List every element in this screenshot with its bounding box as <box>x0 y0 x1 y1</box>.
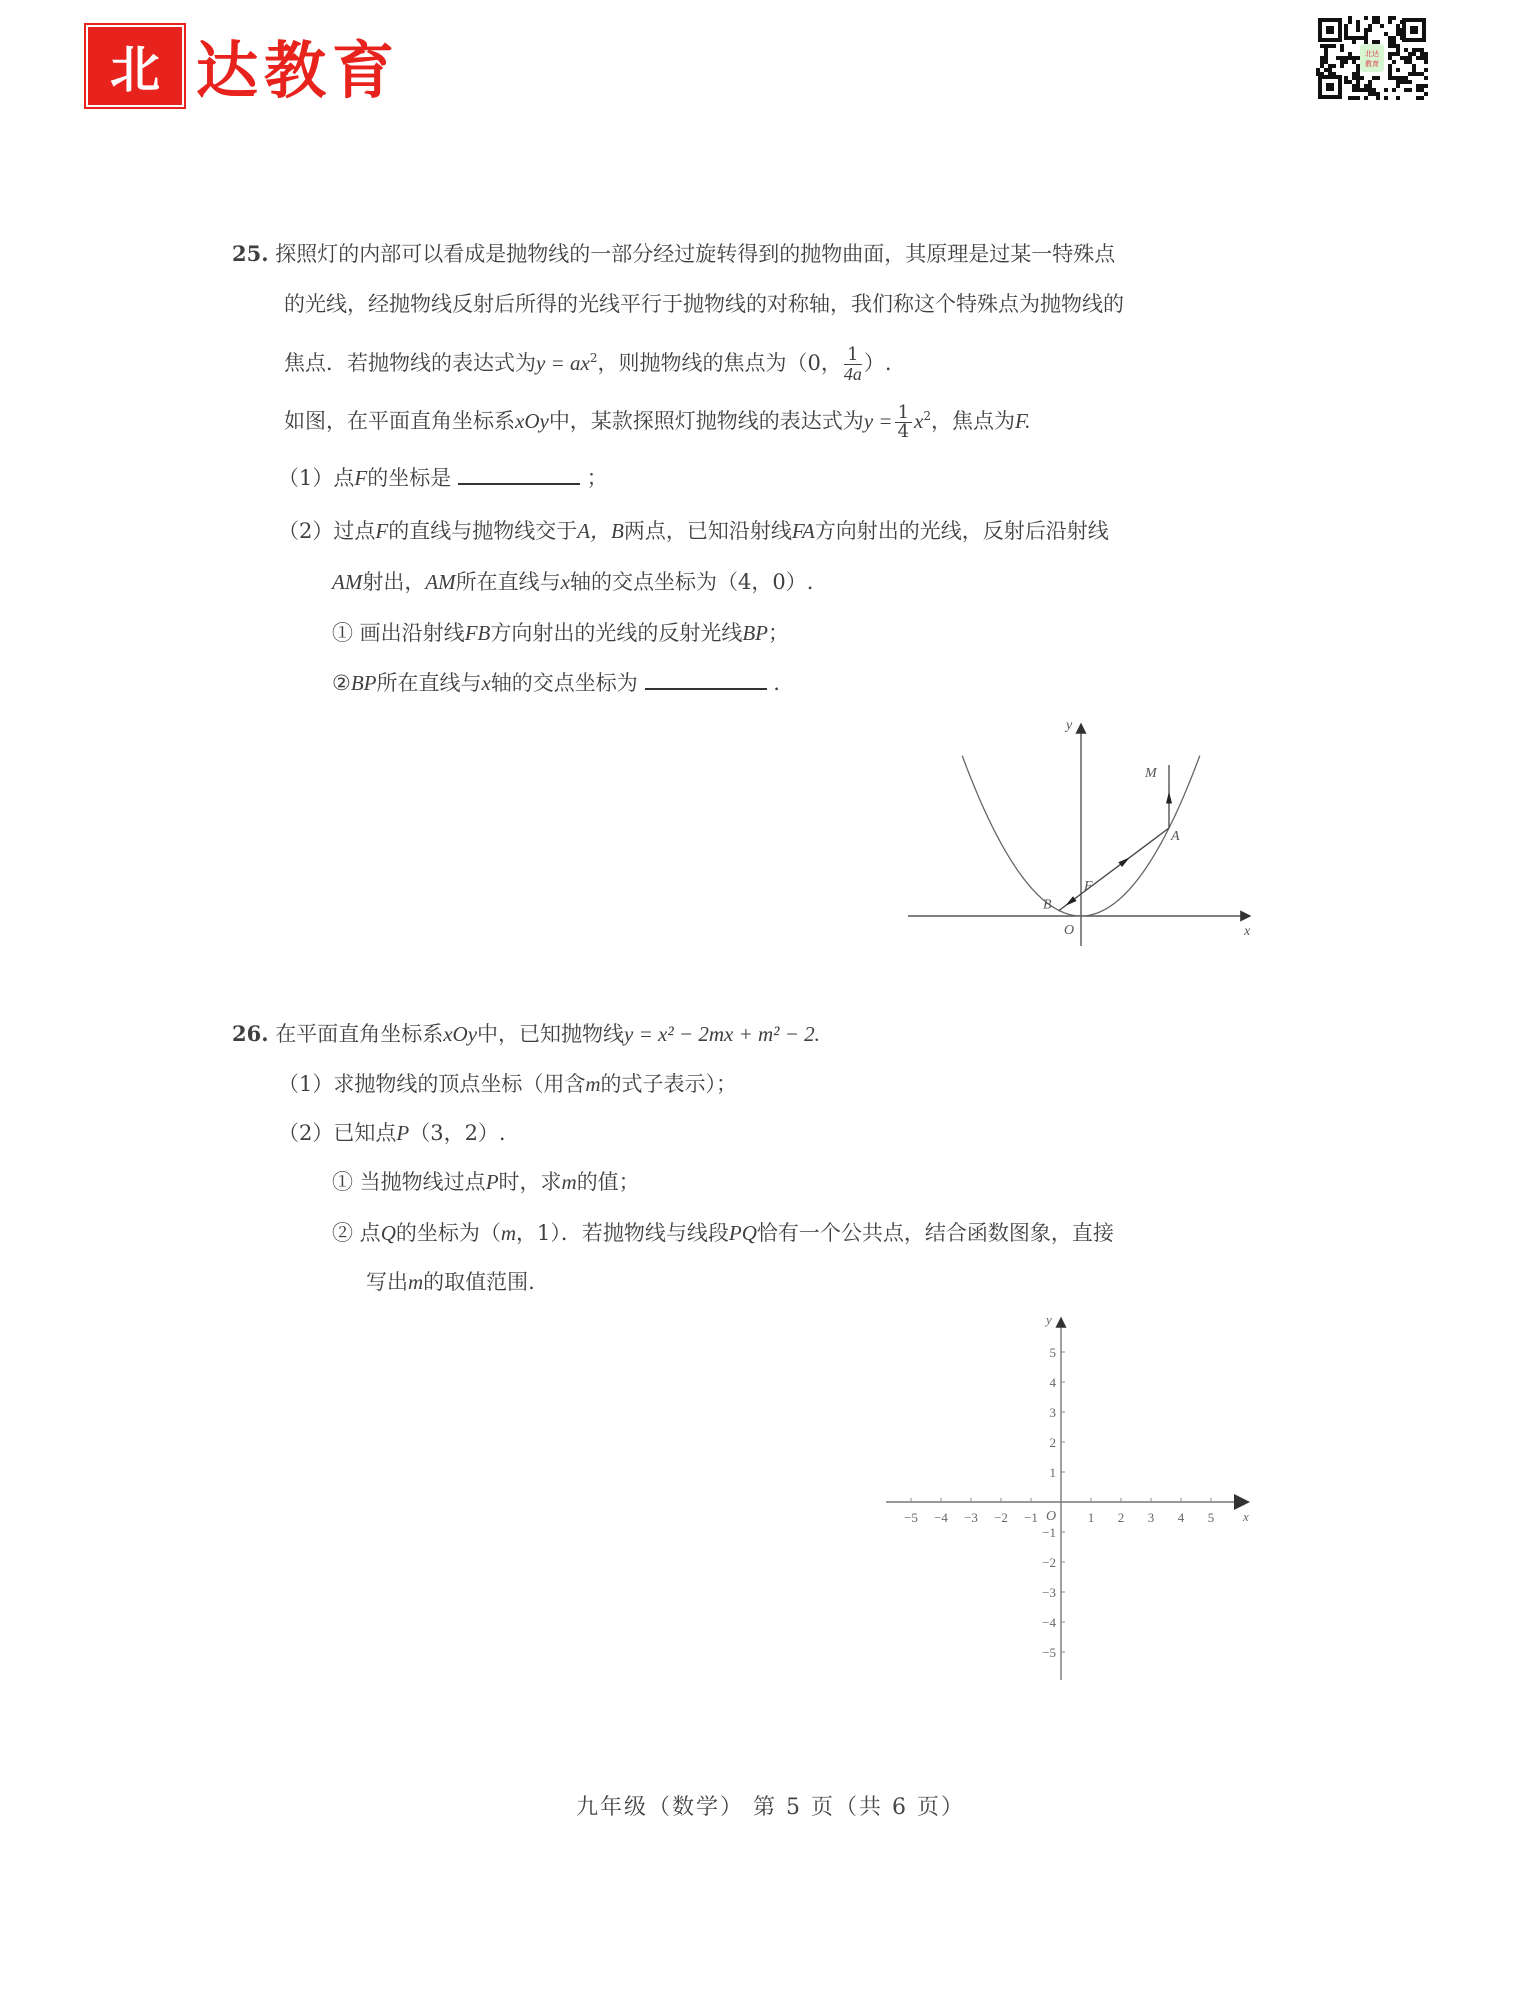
qr-module <box>1356 20 1360 24</box>
text: （2）过点 <box>278 519 376 543</box>
qr-module <box>1412 64 1416 68</box>
qr-module <box>1376 40 1380 44</box>
label-y: y <box>1066 718 1073 733</box>
x-tick-label: 3 <box>1147 1510 1155 1525</box>
text: 所在直线与 <box>455 570 561 594</box>
qr-module <box>1420 96 1424 100</box>
qr-module <box>1320 56 1324 60</box>
qr-module <box>1392 40 1396 44</box>
qr-module <box>1372 16 1376 20</box>
qr-module <box>1352 72 1356 76</box>
qr-module <box>1372 92 1376 96</box>
qr-module <box>1352 60 1356 64</box>
x-tick-label: −2 <box>994 1510 1008 1525</box>
qr-module <box>1328 64 1332 68</box>
q26-sub2-line2 <box>366 1268 535 1296</box>
qr-module <box>1404 60 1408 64</box>
qr-module <box>1376 76 1380 80</box>
qr-module <box>1408 60 1412 64</box>
qr-module <box>1364 16 1368 20</box>
q25-part1-F: F <box>354 466 368 490</box>
qr-module <box>1352 96 1356 100</box>
qr-module <box>1368 84 1372 88</box>
qr-module <box>1340 48 1344 52</box>
q25-line3: 焦点．若抛物线的表达式为$y = ax^2$，则抛物线的焦点为（0， $\frac{1}{4a}$ ）. <box>284 344 892 384</box>
q25-part1-end: ； <box>586 466 608 490</box>
q25-text-3b: ，则抛物线的焦点为（0， <box>597 351 842 375</box>
label-A: A <box>1171 829 1180 844</box>
text: 的值； <box>576 1170 640 1194</box>
q25-text-3c: ）. <box>863 351 892 375</box>
qr-module <box>1404 88 1408 92</box>
qr-module <box>1388 56 1392 60</box>
qr-module <box>1320 44 1324 48</box>
qr-module <box>1356 64 1360 68</box>
qr-module <box>1356 36 1360 40</box>
qr-module <box>1388 40 1392 44</box>
qr-code <box>1316 16 1428 101</box>
qr-module <box>1396 76 1400 80</box>
x-tick-label: −3 <box>964 1510 978 1525</box>
qr-module <box>1404 56 1408 60</box>
q25-part1-text-b: 的坐标是 <box>367 466 452 490</box>
x-tick-label: −1 <box>1024 1510 1038 1525</box>
qr-module <box>1364 36 1368 40</box>
text: 恰有一个公共点，结合函数图象，直接 <box>756 1221 1114 1245</box>
qr-module <box>1344 80 1348 84</box>
qr-module <box>1416 48 1420 52</box>
text: （2）已知点 <box>278 1121 397 1145</box>
text: 的取值范围. <box>423 1270 535 1294</box>
q25-text-4b: 中，某款探照灯抛物线的表达式为 <box>548 409 864 433</box>
qr-module <box>1412 52 1416 56</box>
qr-module <box>1356 76 1360 80</box>
x-tick-label: 1 <box>1087 1510 1095 1525</box>
q25-text-4a: 如图，在平面直角坐标系 <box>284 409 515 433</box>
label-M: M <box>1145 766 1157 781</box>
qr-code-image <box>1316 16 1428 101</box>
qr-module <box>1372 40 1376 44</box>
qr-module <box>1412 48 1416 52</box>
var-P: P <box>485 1170 499 1194</box>
qr-module <box>1324 52 1328 56</box>
qr-module <box>1408 88 1412 92</box>
qr-module <box>1392 52 1396 56</box>
var-FB: FB <box>464 621 491 645</box>
qr-module <box>1344 60 1348 64</box>
var-F: F <box>375 519 389 543</box>
qr-module <box>1416 96 1420 100</box>
qr-module <box>1424 68 1428 72</box>
qr-module <box>1356 72 1360 76</box>
qr-module <box>1364 28 1368 32</box>
y-tick-label: −4 <box>1042 1615 1056 1630</box>
qr-module <box>1416 72 1420 76</box>
text: 方向射出的光线，反射后沿射线 <box>814 519 1109 543</box>
qr-module <box>1324 68 1328 72</box>
line-BA <box>1059 828 1169 911</box>
qr-module <box>1412 68 1416 72</box>
qr-module <box>1348 52 1352 56</box>
q26-part1 <box>278 1070 737 1098</box>
qr-module <box>1360 76 1364 80</box>
arrow-FA-direction <box>1118 857 1129 867</box>
qr-module <box>1316 68 1320 72</box>
qr-module <box>1348 16 1352 20</box>
q25-line1 <box>232 240 1115 268</box>
qr-module <box>1364 40 1368 44</box>
q25-coord-system: xOy <box>515 409 549 433</box>
qr-module <box>1396 44 1400 48</box>
y-tick-label: −1 <box>1042 1525 1056 1540</box>
text: 两点，已知沿射线 <box>623 519 792 543</box>
q26-sub2 <box>332 1219 1114 1247</box>
y-tick-label: −5 <box>1042 1645 1056 1660</box>
qr-module <box>1404 76 1408 80</box>
qr-module <box>1392 60 1396 64</box>
qr-module <box>1340 64 1344 68</box>
text: 轴的交点坐标为（4，0）. <box>569 570 814 594</box>
q25-focus-fraction <box>844 346 862 383</box>
qr-module <box>1372 20 1376 24</box>
x-tick-label: −5 <box>904 1510 918 1525</box>
text: 的直线与抛物线交于 <box>388 519 578 543</box>
qr-module <box>1388 16 1392 20</box>
qr-module <box>1388 68 1392 72</box>
qr-module <box>1332 64 1336 68</box>
q26-parabola-formula: y = x² − 2mx + m² − 2. <box>624 1022 820 1046</box>
qr-module <box>1420 52 1424 56</box>
y-tick-label: 1 <box>1049 1465 1056 1480</box>
text: 中，已知抛物线 <box>477 1022 625 1046</box>
frac-denominator: 4 <box>897 421 910 442</box>
y-tick-label: 3 <box>1049 1405 1056 1420</box>
q25-part2-line1 <box>278 517 1109 545</box>
qr-module <box>1376 16 1380 20</box>
qr-module <box>1344 56 1348 60</box>
arrow-AM-direction <box>1166 792 1172 804</box>
label-x: x <box>1244 924 1251 939</box>
qr-module <box>1356 24 1360 28</box>
qr-module <box>1396 80 1400 84</box>
text: 的式子表示）； <box>600 1072 738 1096</box>
qr-module <box>1368 92 1372 96</box>
var-m: m <box>585 1072 601 1096</box>
qr-module <box>1364 88 1368 92</box>
qr-module <box>1396 84 1400 88</box>
q26-coord-system: xOy <box>443 1022 478 1046</box>
frac-numerator: 1 <box>844 346 861 365</box>
qr-module <box>1324 56 1328 60</box>
qr-module <box>1352 76 1356 80</box>
qr-module <box>1384 88 1388 92</box>
x-tick-label: 2 <box>1117 1510 1125 1525</box>
qr-module <box>1400 80 1404 84</box>
label-B: B <box>1043 897 1052 913</box>
qr-center-text-1: 北达 <box>1365 50 1379 58</box>
qr-module <box>1408 56 1412 60</box>
q25-focus-label: F. <box>1014 409 1031 433</box>
qr-module <box>1384 96 1388 100</box>
answer-blank-2[interactable] <box>645 670 767 690</box>
qr-module <box>1396 68 1400 72</box>
qr-module <box>1396 28 1400 32</box>
qr-module <box>1356 96 1360 100</box>
qr-module <box>1352 88 1356 92</box>
label-F: F <box>1084 879 1093 894</box>
qr-module <box>1344 32 1348 36</box>
qr-module <box>1324 44 1328 48</box>
q25-part1-text-a: （1）点 <box>278 466 355 490</box>
y-tick-label: −3 <box>1042 1585 1056 1600</box>
qr-module <box>1364 84 1368 88</box>
figure-26-coordinate-grid <box>880 1310 1260 1690</box>
qr-module <box>1392 16 1396 20</box>
qr-module <box>1420 72 1424 76</box>
var-m: m <box>408 1270 424 1294</box>
label-y: y <box>1046 1312 1052 1327</box>
qr-module <box>1376 96 1380 100</box>
text: ② 点 <box>332 1221 381 1245</box>
qr-module <box>1340 56 1344 60</box>
q26-line1 <box>232 1020 820 1048</box>
y-tick-label: 5 <box>1049 1345 1056 1360</box>
text: （3，2）. <box>409 1121 506 1145</box>
qr-module <box>1336 56 1340 60</box>
qr-module <box>1424 56 1428 60</box>
qr-module <box>1388 44 1392 48</box>
text: 在平面直角坐标系 <box>275 1022 444 1046</box>
qr-module <box>1388 52 1392 56</box>
qr-module <box>1328 68 1332 72</box>
qr-module <box>1340 60 1344 64</box>
qr-module <box>1348 56 1352 60</box>
text: 时，求 <box>498 1170 562 1194</box>
qr-module <box>1384 32 1388 36</box>
logo-text: 达教育 <box>196 34 401 107</box>
var-P: P <box>396 1121 410 1145</box>
qr-module <box>1424 60 1428 64</box>
label-x: x <box>1243 1509 1249 1524</box>
x-tick-label: 4 <box>1177 1510 1185 1525</box>
label-O: O <box>1046 1509 1057 1524</box>
qr-module <box>1372 76 1376 80</box>
qr-module <box>1356 28 1360 32</box>
q25-formula-x: x <box>914 409 924 433</box>
x-tick-label: 5 <box>1207 1510 1215 1525</box>
qr-module <box>1392 88 1396 92</box>
brand-logo <box>88 28 401 107</box>
text: ； <box>768 621 789 645</box>
var-Q: Q <box>380 1221 396 1245</box>
text: ② <box>332 671 351 695</box>
qr-module <box>1348 96 1352 100</box>
qr-module <box>1348 20 1352 24</box>
var-AB: A，B <box>577 519 624 543</box>
qr-module <box>1388 36 1392 40</box>
qr-module <box>1424 76 1428 80</box>
q25-text-4c: ，焦点为 <box>930 409 1015 433</box>
q25-formula-y: y = <box>863 409 893 433</box>
qr-module <box>1416 56 1420 60</box>
qr-module <box>1368 28 1372 32</box>
qr-center-text-2: 教育 <box>1365 60 1379 68</box>
q25-line2 <box>284 290 1124 318</box>
text: 射出， <box>362 570 426 594</box>
frac-denominator: 4a <box>843 364 862 384</box>
qr-module <box>1416 84 1420 88</box>
qr-module <box>1348 80 1352 84</box>
q25-line4: 如图，在平面直角坐标系xOy中，某款探照灯抛物线的表达式为y = $\frac{1}{4}$ $x^2$，焦点为F. <box>284 402 1031 442</box>
qr-module <box>1324 60 1328 64</box>
qr-module <box>1420 56 1424 60</box>
qr-module <box>1320 64 1324 68</box>
frac-numerator: 1 <box>895 404 912 423</box>
logo-seal: 北 <box>88 27 182 105</box>
qr-module <box>1408 80 1412 84</box>
qr-module <box>1364 32 1368 36</box>
qr-module <box>1340 44 1344 48</box>
qr-module <box>1320 60 1324 64</box>
text: ① 画出沿射线 <box>332 621 465 645</box>
qr-module <box>1356 80 1360 84</box>
qr-module <box>1424 52 1428 56</box>
figure-25-parabola-diagram <box>900 710 1280 970</box>
qr-module <box>1388 76 1392 80</box>
qr-module <box>1396 24 1400 28</box>
qr-module <box>1400 76 1404 80</box>
qr-module <box>1388 64 1392 68</box>
text: 轴的交点坐标为 <box>490 671 638 695</box>
qr-module <box>1352 40 1356 44</box>
q26-part2 <box>278 1119 506 1147</box>
qr-module <box>1356 84 1360 88</box>
qr-module <box>1372 88 1376 92</box>
var-m: m <box>561 1170 577 1194</box>
var-m: m <box>500 1221 517 1245</box>
qr-module <box>1408 52 1412 56</box>
qr-module <box>1344 36 1348 40</box>
qr-module <box>1404 80 1408 84</box>
qr-module <box>1344 76 1348 80</box>
qr-module <box>1368 80 1372 84</box>
q25-quarter-fraction <box>895 404 912 441</box>
qr-module <box>1392 44 1396 48</box>
qr-module <box>1352 56 1356 60</box>
var-AM: AM <box>425 570 456 594</box>
q25-formula-ax2: y = ax <box>536 351 590 375</box>
qr-module <box>1332 44 1336 48</box>
qr-module <box>1404 48 1408 52</box>
qr-module <box>1392 36 1396 40</box>
qr-module <box>1348 36 1352 40</box>
qr-module <box>1424 92 1428 96</box>
q25-part1 <box>278 464 608 492</box>
var-AM: AM <box>332 570 363 594</box>
var-x: x <box>481 671 491 695</box>
qr-module <box>1376 92 1380 96</box>
qr-module <box>1396 32 1400 36</box>
qr-module <box>1356 56 1360 60</box>
qr-module <box>1392 76 1396 80</box>
text: 所在直线与 <box>376 671 482 695</box>
q25-part2-line2 <box>332 568 813 596</box>
qr-module <box>1420 84 1424 88</box>
q25-sub2 <box>332 669 780 697</box>
answer-blank-1[interactable] <box>458 465 580 485</box>
var-BP: BP <box>742 621 768 645</box>
qr-module <box>1356 68 1360 72</box>
y-tick-label: 2 <box>1049 1435 1056 1450</box>
var-PQ: PQ <box>728 1221 757 1245</box>
qr-module <box>1396 52 1400 56</box>
y-tick-label: −2 <box>1042 1555 1056 1570</box>
arrow-FB-direction <box>1065 896 1076 906</box>
text: 写出 <box>366 1270 408 1294</box>
q25-text-2: 的光线，经抛物线反射后所得的光线平行于抛物线的对称轴，我们称这个特殊点为抛物线的 <box>284 292 1124 316</box>
qr-module <box>1328 44 1332 48</box>
qr-module <box>1356 88 1360 92</box>
qr-module <box>1364 96 1368 100</box>
text: . <box>773 671 780 695</box>
qr-module <box>1352 36 1356 40</box>
text: 的坐标为（ <box>395 1221 501 1245</box>
qr-module <box>1352 84 1356 88</box>
q25-text-3a: 焦点．若抛物线的表达式为 <box>284 351 536 375</box>
var-x: x <box>560 570 570 594</box>
qr-module <box>1368 88 1372 92</box>
qr-module <box>1396 96 1400 100</box>
qr-module <box>1408 72 1412 76</box>
qr-module <box>1360 36 1364 40</box>
qr-module <box>1400 56 1404 60</box>
page-footer: 九年级（数学） 第 5 页（共 6 页） <box>576 1795 965 1820</box>
text: （1）求抛物线的顶点坐标（用含 <box>278 1072 586 1096</box>
var-FA: FA <box>791 519 815 543</box>
q25-sub1 <box>332 619 789 647</box>
qr-module <box>1324 48 1328 52</box>
qr-module <box>1420 48 1424 52</box>
qr-module <box>1388 72 1392 76</box>
q25-text-1: 探照灯的内部可以看成是抛物线的一部分经过旋转得到的抛物曲面，其原理是过某一特殊点 <box>275 242 1116 266</box>
qr-module <box>1420 88 1424 92</box>
x-tick-label: −4 <box>934 1510 948 1525</box>
q26-sub1 <box>332 1168 640 1196</box>
qr-module <box>1360 88 1364 92</box>
qr-module <box>1416 88 1420 92</box>
q26-number: 26. <box>232 1021 269 1046</box>
qr-module <box>1368 24 1372 28</box>
qr-module <box>1344 28 1348 32</box>
label-O: O <box>1064 923 1075 938</box>
qr-module <box>1388 20 1392 24</box>
y-tick-label: 4 <box>1049 1375 1056 1390</box>
qr-module <box>1344 24 1348 28</box>
q25-number: 25. <box>232 241 269 266</box>
qr-module <box>1380 24 1384 28</box>
text: 方向射出的光线的反射光线 <box>490 621 743 645</box>
qr-module <box>1376 20 1380 24</box>
var-BP: BP <box>350 671 377 695</box>
qr-module <box>1412 72 1416 76</box>
text: ① 当抛物线过点 <box>332 1170 486 1194</box>
text: ，1）．若抛物线与线段 <box>516 1221 729 1245</box>
qr-module <box>1396 48 1400 52</box>
qr-module <box>1424 84 1428 88</box>
